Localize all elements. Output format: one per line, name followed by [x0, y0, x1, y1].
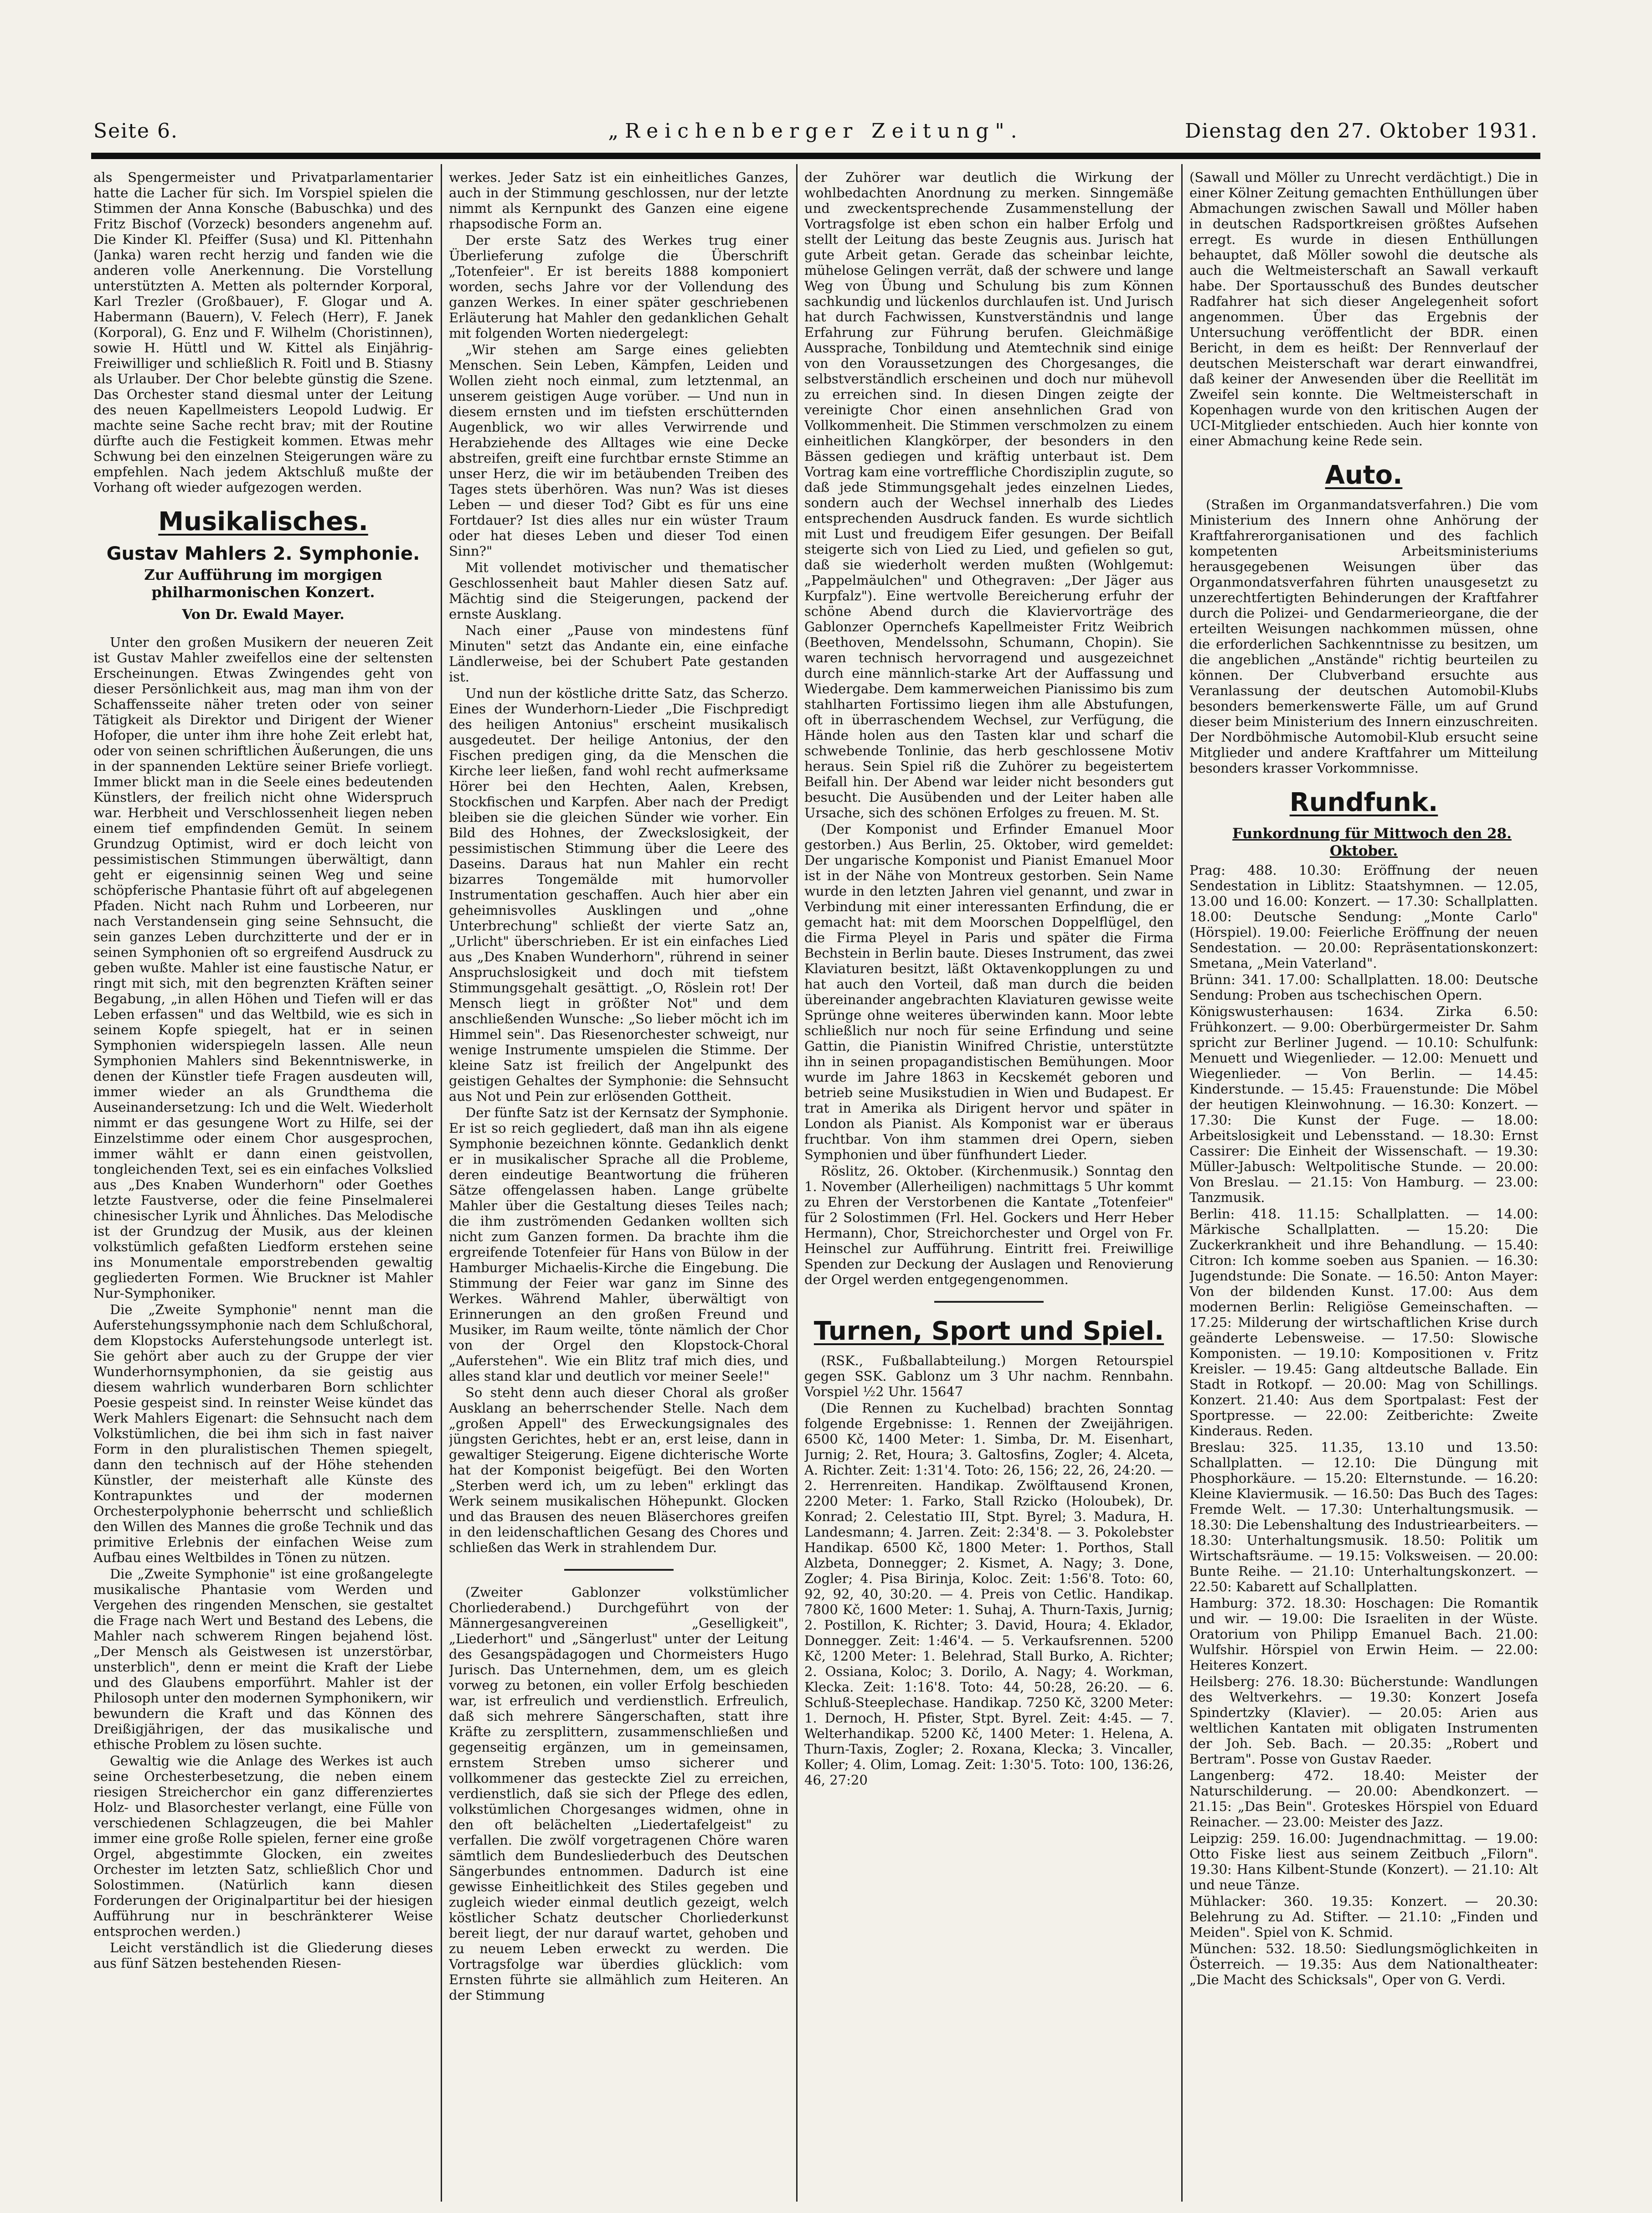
news-item-moor: (Der Komponist und Erfinder Emanuel Moor gestorben.) Aus Berlin, 25. Oktober, wird gemeldet: Der ungarische Komponist und Pianist Emanuel Moor ist in der Nähe von Montreux gestorben. Sein Name wurde in den letzten Jahren viel genannt, und zwar in Verbindung mit einer interessanten Erfindung, die er gemacht hat: mit dem Moorschen Doppelflügel, den die Firma Pleyel in Paris und später die Firma Bechstein in Berlin baute. Dieses Instrument, das zwei Klaviaturen besitzt, läßt Oktavenkopplungen zu und hat auch den Vorteil, daß man durch die beiden übereinander angebrachten Klaviaturen gewisse weite Sprünge ohne weiteres überwinden kann. Moor lebte schließlich nur noch für seine Erfindung und seine Gattin, die Pianistin Winifred Christie, unterstützte ihn in seinen propagandistischen Bemühungen. Moor wurde im Jahre 1863 in Kecskemét geboren und betrieb seine Musikstudien in Wien und Budapest. Er trat in Amerika als Dirigent hervor und später in London als Pianist. Als Komponist war er überaus fruchtbar. Von ihm stammen drei Opern, sieben Symphonien und über fünfhundert Lieder.	[804, 821, 1173, 1162]
column-divider	[441, 164, 442, 2202]
issue-date: Dienstag den 27. Oktober 1931.	[1185, 119, 1538, 143]
article-paragraph: Unter den großen Musikern der neueren Zeit ist Gustav Mahler zweifellos eine der seltensten Erscheinungen. Etwas Zwingendes geht von dieser Persönlichkeit aus, mag man ihm von der Schaffensseite näher treten oder von seiner Tätigkeit als Direktor und Dirigent der Wiener Hofoper, die unter ihm ihre hohe Zeit erlebt hat, oder von seinen schriftlichen Äußerungen, die uns in der spannenden Lektüre seiner Briefe vorliegt. Immer blickt man in die Seele eines bedeutenden Künstlers, der freilich nicht ohne Widerspruch war. Herbheit und Verschlossenheit liegen neben einem tief empfindenden Gemüt. In seinem Grundzug Optimist, wird er doch leicht von pessimistischen Stimmungen überwältigt, dann geht er eigensinnig seinen Weg und seine schöpferische Phantasie führt oft auf abgelegenen Pfaden. Nicht nach Ruhm und Lorbeeren, nur nach Verstandensein ging seine Sehnsucht, die sein ganzes Leben durchzitterte und der er in seinen Symphonien oft so ergreifend Ausdruck zu geben wußte. Mahler ist eine faustische Natur, er ringt mit sich, mit den begrenzten Kräften seiner Begabung, „in allen Höhen und Tiefen will er das Leben erfassen" und das Weltbild, wie es sich in seinem Kopfe spiegelt, hat er in seinen Symphonien widerspiegeln lassen. Alle neun Symphonien Mahlers sind Bekenntniswerke, in denen der Künstler tiefe Fragen ausdeuten will, immer wieder an als Grundthema die Auseinandersetzung: Ich und die Welt. Wiederholt nimmt er das gesungene Wort zu Hilfe, sei der Einzelstimme oder einem Chor ausgesprochen, immer wählt er dann einen geistvollen, tongleichenden Text, sei es ein einfaches Volkslied aus „Des Knaben Wunderhorn" oder Goethes letzte Faustverse, oder die feine Pinselmalerei chinesischer Lyrik und Ähnliches. Das Melodische ist der Grundzug der Musik, aus der kleinen volkstümlich gefaßten Liedform erstehen seine ins Monumentale emporstrebenden gewaltig gegliederten Formen. Wie Bruckner ist Mahler Nur-Symphoniker.	[93, 634, 433, 1301]
news-item-roads: (Straßen im Organmandatsverfahren.) Die vom Ministerium des Innern ohne Anhörung der Kraftfahrerorganisationen und des fachlich kompetenten Arbeitsministeriums herausgegebenen Weisungen über das Organmondatsverfahren führten unausgesetzt zu unzerechtfertigten Behinderungen der Kraftfahrer durch die Polizei- und Gendarmerieorgane, die der erteilten Weisungen nachkommen müssen, ohne die erforderlichen Sachkenntnisse zu besitzen, um die angeblichen „Anstände" richtig beurteilen zu können. Der Clubverband ersuchte aus Veranlassung der deutschen Automobil-Klubs besonders bemerkenswerte Fälle, um auf Grund dieser beim Ministerium des Innern einzuschreiten. Der Nordböhmische Automobil-Klub ersucht seine Mitglieder und andere Kraftfahrer um Mitteilung besonders krasser Vorkommnisse.	[1189, 497, 1538, 776]
column-2	[449, 170, 788, 2203]
radio-entry: Breslau: 325. 11.35, 13.10 und 13.50: Schallplatten. — 12.10: Die Düngung mit Phosphorkäure. — 15.20: Elternstunde. — 16.20: Kleine Klaviermusik. — 16.50: Das Buch des Tages: Fremde Welt. — 17.30: Unterhaltungsmusik. — 18.30: Die Lebenshaltung des Industriearbeiters. — 18.30: Unterhaltungsmusik. 18.50: Politik um Wirtschaftsräume. — 19.15: Volksweisen. — 20.00: Bunte Reihe. — 21.10: Unterhaltungskonzert. — 22.50: Kabarett auf Schallplatten.	[1189, 1439, 1538, 1594]
radio-entry: Hamburg: 372. 18.30: Hoschagen: Die Romantik und wir. — 19.00: Die Israeliten in der Wüste. Oratorium von Philipp Emanuel Bach. 21.00: Wulfshir. Hörspiel von Erwin Heim. — 22.00: Heiteres Konzert.	[1189, 1595, 1538, 1673]
article-paragraph: Der fünfte Satz ist der Kernsatz der Symphonie. Er ist so reich gegliedert, daß man ihn als eigene Symphonie bezeichnen könnte. Gedanklich denkt er in musikalischer Sprache all die Probleme, deren eindeutige Beantwortung die früheren Sätze offengelassen haben. Lange grübelte Mahler über die Gestaltung dieses Teiles nach; die ihm zuströmenden Gedanken wollten sich nicht zum Ganzen formen. Da brachte ihm die ergreifende Totenfeier für Hans von Bülow in der Hamburger Michaelis-Kirche die Eingebung. Die Stimmung der Feier war ganz im Sinne des Werkes. Während Mahler, überwältigt von Erinnerungen an den großen Freund und Musiker, im Raum weilte, tönte nämlich der Chor von der Orgel den Klopstock-Choral „Auferstehen". Wie ein Blitz traf mich dies, und alles stand klar und deutlich vor meiner Seele!"	[449, 1105, 788, 1384]
article-paragraph: Gewaltig wie die Anlage des Werkes ist auch seine Orchesterbesetzung, die neben einem riesigen Streicherchor ein ganz differenziertes Holz- und Blasorchester verlangt, eine Fülle von verschiedenen Schlagzeugen, die bei Mahler immer eine große Rolle spielen, ferner eine große Orgel, abgestimmte Glocken, ein zweites Orchester im letzten Satz, schließlich Chor und Solostimmen. (Natürlich kann diesen Forderungen der Originalpartitur bei der hiesigen Aufführung nur in beschränkterer Weise entsprochen werden.)	[93, 1753, 433, 1939]
news-item-choir: (Zweiter Gablonzer volkstümlicher Chorliederabend.) Durchgeführt von der Männergesangvereinen „Geselligkeit", „Liederhort" und „Sängerlust" unter der Leitung des Gesangspädagogen und Chormeisters Hugo Jurisch. Das Unternehmen, dem, um es gleich vorweg zu betonen, ein voller Erfolg beschieden war, ist erfreulich und verdienstlich. Erfreulich, daß sich mehrere Sängerschaften, statt ihre Kräfte zu zersplittern, zusammenschließen und gegenseitig ergänzen, um in gemeinsamen, ernstem Streben umso sicherer und vollkommener das gesteckte Ziel zu erreichen, verdienstlich, daß sie sich der Pflege des edlen, volkstümlichen Chorgesanges widmen, ohne in den oft belächelten „Liedertafelgeist" zu verfallen. Die zwölf vorgetragenen Chöre waren sämtlich dem Bundesliederbuch des Deutschen Sängerbundes entnommen. Dadurch ist eine gewisse Einheitlichkeit des Stiles gegeben und zugleich wieder einmal deutlich gezeigt, welch köstlicher Schatz deutscher Chorliederkunst bereit liegt, der nur darauf wartet, gehoben und zu neuem Leben erweckt zu werden. Die Vortragsfolge war überdies glücklich: vom Ernsten führte sie allmählich zum Heiteren. An der Stimmung	[449, 1584, 788, 2003]
section-heading-music: Musikalisches.	[158, 507, 368, 536]
section-heading-auto: Auto.	[1325, 460, 1403, 490]
column-divider	[1181, 164, 1183, 2202]
news-item-football: (RSK., Fußballabteilung.) Morgen Retourspiel gegen SSK. Gablonz um 3 Uhr nachm. Rennbahn. Vorspiel ½2 Uhr. 15647	[804, 1353, 1173, 1399]
column-4	[1189, 170, 1538, 2203]
separator-rule	[934, 1301, 1044, 1303]
article-subtitle: Zur Aufführung im morgigen philharmonischen Konzert.	[144, 566, 382, 601]
news-item-cycling: (Sawall und Möller zu Unrecht verdächtigt.) Die in einer Kölner Zeitung gemachten Enthüllungen über Abmachungen zwischen Sawall und Möller haben in deutschen Radsportkreisen größtes Aufsehen erregt. Es wurde in diesen Enthüllungen behauptet, daß Möller sowohl die deutsche als auch die Weltmeisterschaft an Sawall verkauft habe. Der Sportausschuß des Bundes deutscher Radfahrer hat sich dieser Angelegenheit sofort angenommen. Über das Ergebnis der Untersuchung veröffentlicht der BDR. einen Bericht, in dem es heißt: Der Rennverlauf der deutschen Meisterschaft war derart einwandfrei, daß keiner der Anwesenden über die Reellität im Zweifel sein konnte. Die Weltmeisterschaft in Kopenhagen wurde von den kritischen Augen der UCI-Mitglieder entschieden. Auch hier konnte von einer Abmachung keine Rede sein.	[1189, 170, 1538, 449]
article-paragraph: werkes. Jeder Satz ist ein einheitliches Ganzes, auch in der Stimmung geschlossen, nur der letzte nimmt als Kernpunkt des Ganzen eine eigene rhapsodische Form an.	[449, 170, 788, 232]
radio-entry: Berlin: 418. 11.15: Schallplatten. — 14.00: Märkische Schallplatten. — 15.20: Die Zuckerkrankheit und ihre Behandlung. — 15.40: Citron: Ich komme soeben aus Spanien. — 16.30: Jugendstunde: Die Sonate. — 16.50: Anton Mayer: Von der bildenden Kunst. 17.00: Aus dem modernen Berlin: Religiöse Gemeinschaften. — 17.25: Milderung der wirtschaftlichen Krise durch geänderte Lebensweise. — 17.50: Slowische Komponisten. — 19.10: Kompositionen v. Fritz Kreisler. — 19.45: Gang altdeutsche Ballade. Ein Stadt in Rotkopf. — 20.00: Mag von Schillings. Konzert. 21.40: Aus dem Sportpalast: Fest der Sportpresse. — 22.00: Zeitberichte: Zweite Kinderaus. Reden.	[1189, 1206, 1538, 1439]
section-heading-sport: Turnen, Sport und Spiel.	[813, 1316, 1164, 1346]
article-paragraph: Mit vollendet motivischer und thematischer Geschlossenheit baut Mahler diesen Satz auf. Mächtig sind die Steigerungen, packend der ernste Ausklang.	[449, 560, 788, 622]
radio-entry: Brünn: 341. 17.00: Schallplatten. 18.00: Deutsche Sendung: Proben aus tschechischen Opern.	[1189, 972, 1538, 1003]
news-item-roeslitz: Röslitz, 26. Oktober. (Kirchenmusik.) Sonntag den 1. November (Allerheiligen) nachmittags 5 Uhr kommt zu Ehren der Verstorbenen die Kantate „Totenfeier" für 2 Solostimmen (Frl. Hel. Gockers und Herr Heber Hermann), Chor, Streichorchester und Orgel von Fr. Heinschel zur Aufführung. Eintritt frei. Freiwillige Spenden zur Deckung der Auslagen und Renovierung der Orgel werden entgegengenommen.	[804, 1163, 1173, 1287]
article-paragraph: Die „Zweite Symphonie" nennt man die Auferstehungssymphonie nach dem Schlußchoral, dem Klopstocks Auferstehungsode unterlegt ist. Sie gehört aber auch zu der Gruppe der vier Wunderhornsymphonien, da sie geistig aus diesem wahrlich wunderbaren Born schlichter Poesie gespeist sind. In reinster Weise kündet das Werk Mahlers Eigenart: die Sehnsucht nach dem Volkstümlichen, die bei ihm sich in fast naiver Form in den pluralistischen Themen spiegelt, dann den technisch auf der Höhe stehenden Künstler, der meisterhaft alle Künste des Kontrapunktes und der modernen Orchesterpolyphonie beherrscht und schließlich den Willen des Mannes die große Technik und das primitive Erlebnis der einfachen Weise zum Aufbau eines Weltbildes in Tönen zu nützen.	[93, 1302, 433, 1565]
news-item-races: (Die Rennen zu Kuchelbad) brachten Sonntag folgende Ergebnisse: 1. Rennen der Zweijährigen. 6500 Kč, 1400 Meter: 1. Simba, Dr. M. Eisenhart, Jurnig; 2. Ret, Houra; 3. Galtosfins, Zogler; 4. Alceta, A. Richter. Zeit: 1:31'4. Toto: 26, 156; 22, 26, 24:20. — 2. Herrenreiten. Handikap. Zwölftausend Kronen, 2200 Meter: 1. Farko, Stall Rzicko (Holoubek), Dr. Konrad; 2. Celestatio III, Stpt. Byrel; 3. Madura, H. Landesmann; 4. Jarren. Zeit: 2:34'8. — 3. Pokolebster Handikap. 6500 Kč, 1800 Meter: 1. Porthos, Stall Alzbeta, Donnegger; 2. Kismet, A. Nagy; 3. Done, Zogler; 4. Pisa Birinja, Koloc. Zeit: 1:56'8. Toto: 60, 92, 92, 40, 30:20. — 4. Preis von Cetlic. Handikap. 7800 Kč, 1600 Meter: 1. Suhaj, A. Thurn-Taxis, Jurnig; 2. Postillon, K. Richter; 3. David, Houra; 4. Eklador, Donnegger. Zeit: 1:46'4. — 5. Verkaufsrennen. 5200 Kč, 1200 Meter: 1. Belehrad, Stall Burko, A. Richter; 2. Ossiana, Koloc; 3. Dorilo, A. Nagy; 4. Workman, Klecka. Zeit: 1:16'8. Toto: 44, 50:28, 26:20. — 6. Schluß-Steeplechase. Handikap. 7250 Kč, 3200 Meter: 1. Dernoch, H. Pfister, Stpt. Byrel. Zeit: 4:45. — 7. Welterhandikap. 5200 Kč, 1400 Meter: 1. Helena, A. Thurn-Taxis, Zogler; 2. Roxana, Klecka; 3. Vincaller, Koller; 4. Olim, Lomag. Zeit: 1:30'5. Toto: 100, 136:26, 46, 27:20	[804, 1400, 1173, 1788]
article-paragraph: als Spengermeister und Privatparlamentarier hatte die Lacher für sich. Im Vorspiel spielen die Stimmen der Anna Konsche (Babuschka) und des Fritz Bischof (Vorzeck) besonders angenehm auf. Die Kinder Kl. Pfeiffer (Susa) und Kl. Pittenhahn (Janka) waren recht herzig und fanden wie die anderen volle Anerkennung. Die Vorstellung unterstützten A. Metten als polternder Korporal, Karl Trezler (Großbauer), F. Glogar und A. Habermann (Bauern), V. Felech (Herr), F. Janek (Korporal), G. Enz und F. Wilhelm (Choristinnen), sowie H. Hüttl und W. Kittel als Einjährig-Freiwilliger und schließlich R. Foitl und B. Stiasny als Urlauber. Der Chor belebte günstig die Szene. Das Orchester stand diesmal unter der Leitung des neuen Kapellmeisters Leopold Ludwig. Er machte seine Sache recht brav; mit der Routine dürfte auch die Festigkeit kommen. Etwas mehr Schwung bei den einzelnen Steigerungen wäre zu empfehlen. Nach jedem Aktschluß mußte der Vorhang oft wieder aufgezogen werden.	[93, 170, 433, 495]
radio-entry: Mühlacker: 360. 19.35: Konzert. — 20.30: Belehrung zu Ad. Stifter. — 21.10: „Finden und Meiden". Spiel von K. Schmid.	[1189, 1893, 1538, 1940]
column-3	[804, 170, 1173, 2203]
article-paragraph: Leicht verständlich ist die Gliederung dieses aus fünf Sätzen bestehenden Riesen-	[93, 1940, 433, 1971]
newspaper-title: „Reichenberger Zeitung".	[608, 119, 1024, 143]
article-paragraph: Nach einer „Pause von mindestens fünf Minuten" setzt das Andante ein, eine einfache Ländlerweise, bei der Schubert Pate gestanden ist.	[449, 623, 788, 685]
byline: Von Dr. Ewald Mayer.	[182, 607, 345, 623]
page-number: Seite 6.	[93, 119, 178, 143]
radio-entry: Leipzig: 259. 16.00: Jugendnachmittag. — 19.00: Otto Fiske liest aus seinem Zeitbuch „Filorn". 19.30: Hans Kilbent-Stunde (Konzert). — 21.10: Alt und neue Tänze.	[1189, 1831, 1538, 1893]
radio-entry: München: 532. 18.50: Siedlungsmöglichkeiten in Österreich. — 19.35: Aus dem Nationaltheater: „Die Macht des Schicksals", Oper von G. Verdi.	[1189, 1941, 1538, 1987]
column-divider	[796, 164, 798, 2202]
article-title: Gustav Mahlers 2. Symphonie.	[106, 543, 420, 564]
masthead	[93, 119, 1538, 155]
column-1	[93, 170, 433, 2203]
article-paragraph: der Zuhörer war deutlich die Wirkung der wohlbedachten Anordnung zu merken. Sinngemäße und zweckentsprechende Zusammenstellung der Vortragsfolge ist eben schon ein halber Erfolg und stellt der Leitung das beste Zeugnis aus. Jurisch hat gute Arbeit getan. Gerade das scheinbar leichte, mühelose Gelingen verrät, daß der schwere und lange Weg von Übung und Schulung bis zum Können sachkundig und lückenlos durchlaufen ist. Und Jurisch hat durch Fachwissen, Kunstverständnis und lange Erfahrung zur Führung berufen. Gleichmäßige Aussprache, Tonbildung und Atemtechnik sind einige von den Voraussetzungen des Chorgesanges, die selbstverständlich erscheinen und doch nur mühevoll zu erreichen sind. In diesen Dingen zeigte der vereinigte Chor einen ansehnlichen Grad von Vollkommenheit. Die Stimmen verschmolzen zu einem einheitlichen Klangkörper, der besonders in den Bässen gediegen und kräftig unterbaut ist. Dem Vortrag kam eine vortreffliche Chordisziplin zugute, so daß jede Stimmungsgehalt jedes einzelnen Liedes, sondern auch der Wechsel innerhalb des Liedes entsprechenden Ausdruck fanden. Es wurde sichtlich mit Lust und freudigem Eifer gesungen. Der Beifall steigerte sich von Lied zu Lied, und gefielen so gut, daß sie wiederholt werden mußten (Wohlgemut: „Pappelmäulchen" und Othegraven: „Der Jäger aus Kurpfalz"). Eine wertvolle Bereicherung erfuhr der schöne Abend durch die Klaviervorträge des Gablonzer Opernchefs Kapellmeister Fritz Weibrich (Beethoven, Mendelssohn, Schumann, Chopin). Sie waren technisch hervorragend und ausgezeichnet durch eine männlich-starke Art der Auffassung und Wiedergabe. Dem kammerweichen Pianissimo bis zum stahlharten Fortissimo liegen ihm alle Abstufungen, oft in überraschendem Wechsel, zur Verfügung, die Hände holen aus den Tasten klar und scharf die schwebende Tonlinie, das herb geschlossene Motiv heraus. Sein Spiel riß die Zuhörer zu begeistertem Beifall hin. Der Abend war leider nicht besonders gut besucht. Die Ausübenden und der Leiter haben alle Ursache, sich des schönen Erfolges zu freuen. M. St.	[804, 170, 1173, 820]
article-quote: „Wir stehen am Sarge eines geliebten Menschen. Sein Leben, Kämpfen, Leiden und Wollen zieht noch einmal, zum letztenmal, an unserem geistigen Auge vorüber. — Und nun in diesem ernsten und im tiefsten erschütternden Augenblick, wo wir alles Verwirrende und Herabziehende des Alltages wie eine Decke abstreifen, greift eine furchtbar ernste Stimme an unser Herz, die wir im betäubenden Treiben des Tages stets überhören. Was nun? Was ist dieses Leben — und dieser Tod? Gibt es für uns eine Fortdauer? Ist dies alles nur ein wüster Traum oder hat dieses Leben und dieser Tod einen Sinn?"	[449, 342, 788, 559]
section-heading-radio: Rundfunk.	[1289, 788, 1438, 817]
radio-entry: Königswusterhausen: 1634. Zirka 6.50: Frühkonzert. — 9.00: Oberbürgermeister Dr. Sahm spricht zur Berliner Jugend. — 10.10: Schulfunk: Menuett und Wiegenlieder. — 12.00: Menuett und Wiegenlieder. — Von Berlin. — 14.45: Kinderstunde. — 15.45: Frauenstunde: Die Möbel der heutigen Kleinwohnung. — 16.30: Konzert. — 17.30: Die Kunst der Fuge. — 18.00: Arbeitslosigkeit und Lebensstand. — 18.30: Ernst Cassirer: Die Einheit der Wissenschaft. — 19.30: Müller-Jabusch: Weltpolitische Stunde. — 20.00: Von Breslau. — 21.15: Von Hamburg. — 23.00: Tanzmusik.	[1189, 1004, 1538, 1205]
article-paragraph: So steht denn auch dieser Choral als großer Ausklang an beherrschender Stelle. Nach dem „großen Appell" des Erweckungsignales des jüngsten Gerichtes, hebt er an, erst leise, dann in gewaltiger Steigerung. Eigene dichterische Worte hat der Komponist beigefügt. Bei den Worten „Sterben werd ich, um zu leben" erklingt das Werk seinem musikalischen Höhepunkt. Glocken und das Brausen des neuen Bläserchores greifen in den leidenschaftlichen Gesang des Chores und schließen das Werk in strahlendem Dur.	[449, 1385, 788, 1555]
masthead-rule	[91, 153, 1540, 159]
separator-rule	[564, 1569, 674, 1571]
article-paragraph: Der erste Satz des Werkes trug einer Überlieferung zufolge die Überschrift „Totenfeier". Er ist bereits 1888 komponiert worden, sechs Jahre vor der Vollendung des ganzen Werkes. In einer später geschriebenen Erläuterung hat Mahler den gedanklichen Gehalt mit folgenden Worten niedergelegt:	[449, 232, 788, 341]
article-paragraph: Und nun der köstliche dritte Satz, das Scherzo. Eines der Wunderhorn-Lieder „Die Fischpredigt des heiligen Antonius" erscheint musikalisch ausgedeutet. Der heilige Antonius, der den Fischen predigen ging, da die Menschen die Kirche leer ließen, fand wohl recht aufmerksame Hörer bei den Hechten, Aalen, Krebsen, Stockfischen und Karpfen. Aber nach der Predigt bleiben sie die gleichen Sünder wie vorher. Ein Bild des Hohnes, der Zweckslosigkeit, der pessimistischen Stimmung über die Leere des Daseins. Daraus hat nun Mahler ein recht bizarres Tongemälde mit humorvoller Instrumentation geschaffen. Auch hier aber ein geheimnisvolles Ausklingen und „ohne Unterbrechung" schließt der vierte Satz an, „Urlicht" überschrieben. Er ist ein einfaches Lied aus „Des Knaben Wunderhorn", rührend in seiner Anspruchslosigkeit und doch mit tiefstem Stimmungsgehalt gesättigt. „O, Röslein rot! Der Mensch liegt in größter Not" und dem anschließenden Wunsche: „So lieber möcht ich im Himmel sein". Das Riesenorchester schweigt, nur wenige Instrumente umspielen die Stimme. Der kleine Satz ist freilich der Angelpunkt des geistigen Gehaltes der Symphonie: die Sehnsucht aus Not und Pein zur erlösenden Gottheit.	[449, 686, 788, 1104]
article-paragraph: Die „Zweite Symphonie" ist eine großangelegte musikalische Phantasie vom Werden und Vergehen des ringenden Menschen, sie gestaltet die Frage nach Wert und Bestand des Lebens, die Mahler nach schwerem Ringen bejahend löst. „Der Mensch als Geistwesen ist unzerstörbar, unsterblich", denn er meint die Kraft der Liebe und des Glaubens emporführt. Mahler ist der Philosoph unter den modernen Symphonikern, wir bewundern die Kraft und das Können des Dreißigjährigen, der das musikalische und ethische Problem zu lösen suchte.	[93, 1566, 433, 1752]
radio-entry: Langenberg: 472. 18.40: Meister der Naturschilderung. — 20.00: Abendkonzert. — 21.15: „Das Bein". Groteskes Hörspiel von Eduard Reinacher. — 23.00: Meister des Jazz.	[1189, 1768, 1538, 1830]
radio-entry: Heilsberg: 276. 18.30: Bücherstunde: Wandlungen des Weltverkehrs. — 19.30: Konzert Josefa Spindertzky (Klavier). — 20.05: Arien aus weltlichen Kantaten mit obligaten Instrumenten der Joh. Seb. Bach. — 20.35: „Robert und Bertram". Posse von Gustav Raeder.	[1189, 1674, 1538, 1767]
radio-schedule-heading: Funkordnung für Mittwoch den 28. Oktober.	[1232, 825, 1512, 859]
radio-entry: Prag: 488. 10.30: Eröffnung der neuen Sendestation in Liblitz: Staatshymnen. — 12.05, 13.00 und 16.00: Konzert. — 17.30: Schallplatten. 18.00: Deutsche Sendung: „Monte Carlo" (Hörspiel). 19.00: Feierliche Eröffnung der neuen Sendestation. — 20.00: Repräsentationskonzert: Smetana, „Mein Vaterland".	[1189, 862, 1538, 971]
